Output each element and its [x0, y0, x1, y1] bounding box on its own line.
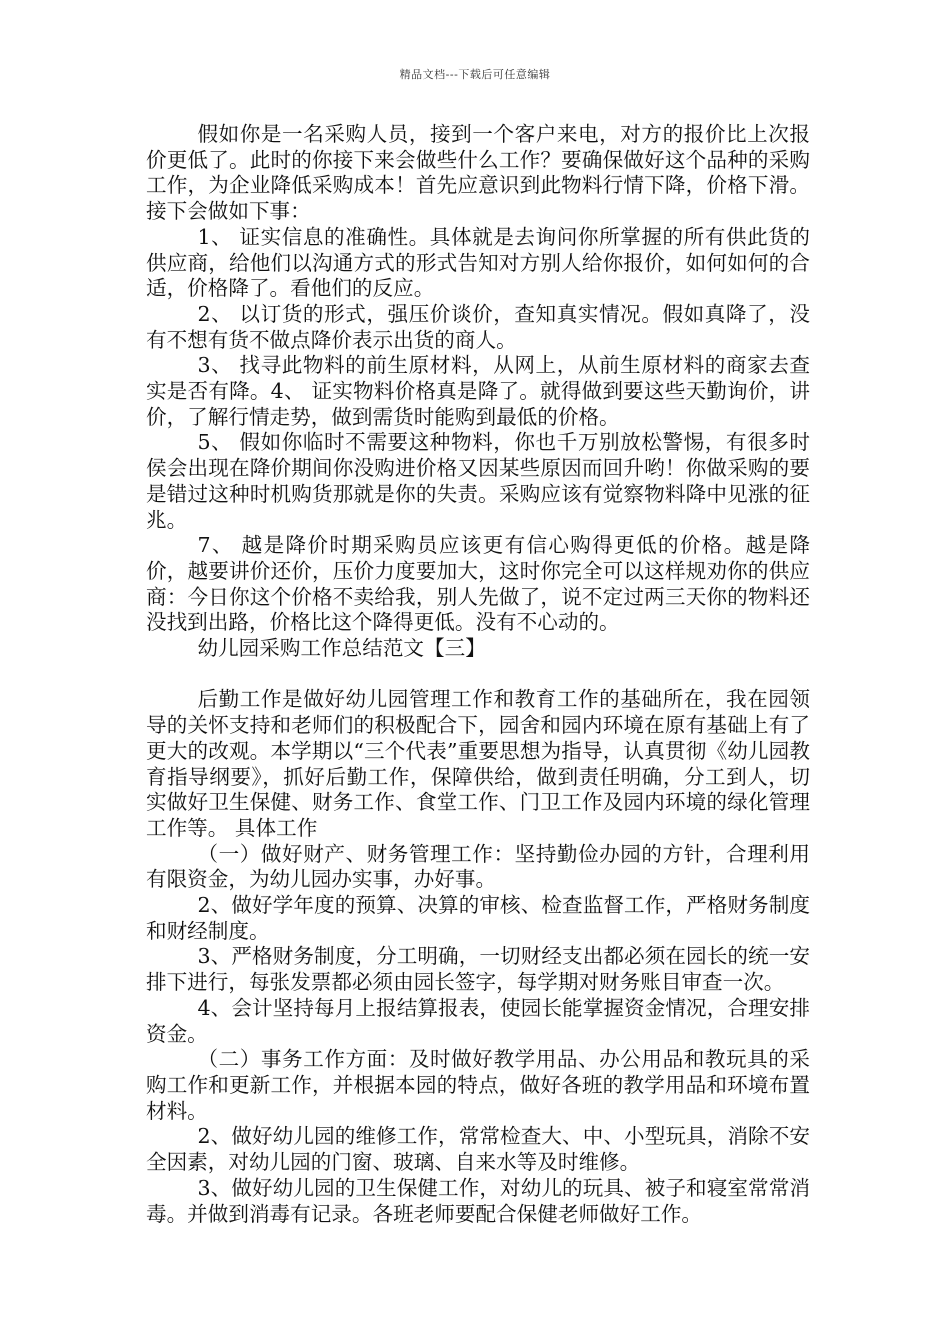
page-header: 精品文档---下载后可任意编辑	[399, 68, 551, 81]
paragraph-finance-2: 2、做好学年度的预算、决算的审核、检查监督工作，严格财务制度和财经制度。	[146, 893, 810, 943]
paragraph-finance-4: 4、会计坚持每月上报结算报表，使园长能掌握资金情况，合理安排资金。	[146, 995, 810, 1046]
paragraph-intro: 假如你是一名采购人员，接到一个客户来电，对方的报价比上次报价更低了。此时的你接下来会做些什么工作？要确保做好这个品种的采购工作，为企业降低采购成本！首先应意识到此物料行情下降，价格下滑。接下会做如下事：	[146, 122, 810, 224]
section-title: 幼儿园采购工作总结范文【三】	[197, 636, 486, 661]
paragraph-item-1: 1、 证实信息的准确性。具体就是去询问你所掌握的所有供此货的供应商，给他们以沟通方式的形式告知对方别人给你报价，如何如何的合适，价格降了。看他们的反应。	[146, 224, 810, 301]
paragraph-affairs-2: 2、做好幼儿园的维修工作，常常检查大、中、小型玩具，消除不安全因素，对幼儿园的门窗、玻璃、自来水等及时维修。	[146, 1124, 810, 1175]
document-body	[146, 122, 810, 1227]
paragraph-item-7: 7、 越是降价时期采购员应该更有信心购得更低的价格。越是降价，越要讲价还价，压价力度要加大，这时你完全可以这样规劝你的供应商：今日你这个价格不卖给我，别人先做了，说不定过两三天你的物料还没找到出路，价格比这个降得更低。没有不心动的。	[146, 533, 810, 635]
paragraph-item-2: 2、 以订货的形式，强压价谈价，查知真实情况。假如真降了，没有不想有货不做点降价表示出货的商人。	[146, 301, 810, 352]
paragraph-affairs-3: 3、做好幼儿园的卫生保健工作，对幼儿的玩具、被子和寝室常常消毒。并做到消毒有记录。各班老师要配合保健老师做好工作。	[146, 1175, 810, 1226]
paragraph-finance-3: 3、严格财务制度，分工明确，一切财经支出都必须在园长的统一安排下进行，每张发票都必须由园长签字，每学期对财务账目审查一次。	[146, 944, 810, 995]
paragraph-finance-1: （一）做好财产、财务管理工作：坚持勤俭办园的方针，合理利用有限资金，为幼儿园办实事，办好事。	[146, 841, 810, 892]
paragraph-affairs-1: （二）事务工作方面：及时做好教学用品、办公用品和教玩具的采购工作和更新工作，并根据本园的特点，做好各班的教学用品和环境布置材料。	[146, 1047, 810, 1123]
blank-line	[146, 662, 810, 688]
paragraph-item-5: 5、 假如你临时不需要这种物料，你也千万别放松警惕，有很多时侯会出现在降价期间你没购进价格又因某些原因而回升哟！你做采购的要是错过这种时机购货那就是你的失责。采购应该有觉察物料降中见涨的征兆。	[146, 430, 810, 532]
paragraph-logistics-intro: 后勤工作是做好幼儿园管理工作和教育工作的基础所在，我在园领导的关怀支持和老师们的积极配合下，园舍和园内环境在原有基础上有了更大的改观。本学期以“三个代表”重要思想为指导，认真贯彻《幼儿园教育指导纲要》，抓好后勤工作，保障供给，做到责任明确，分工到人，切实做好卫生保健、财务工作、食堂工作、门卫工作及园内环境的绿化管理工作等。 具体工作	[146, 687, 810, 840]
paragraph-item-3-4: 3、 找寻此物料的前生原材料，从网上，从前生原材料的商家去查实是否有降。4、 证实物料价格真是降了。就得做到要这些天勤询价，讲价，了解行情走势，做到需货时能购到最低的价格。	[146, 353, 810, 429]
